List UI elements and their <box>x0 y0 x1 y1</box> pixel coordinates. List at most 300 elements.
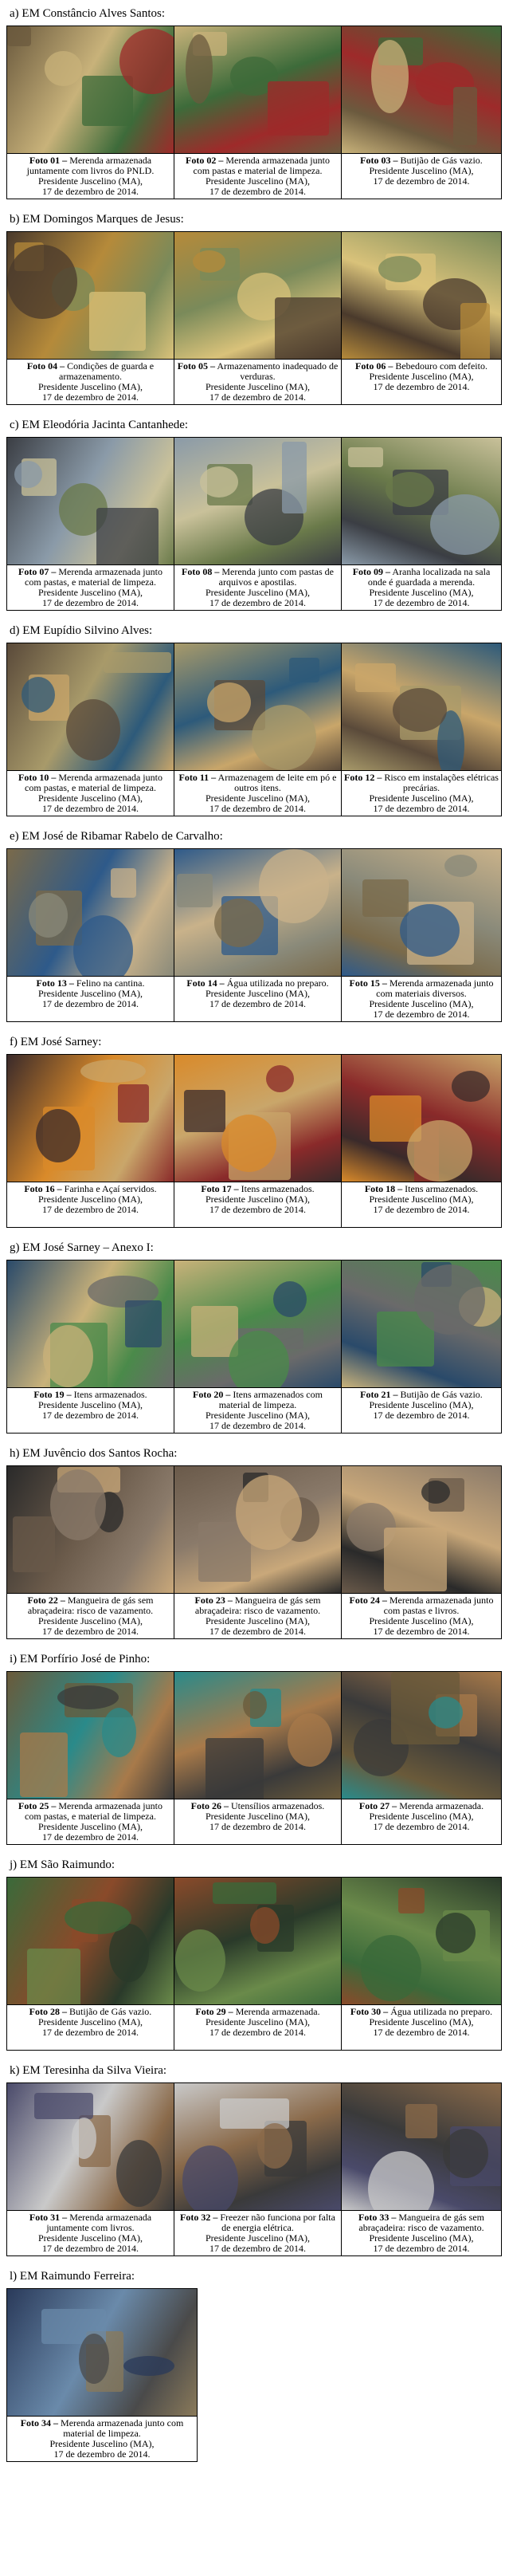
section-title: i) EM Porfírio José de Pinho: <box>10 1653 151 1666</box>
photo-location: Presidente Juscelino (MA), <box>38 1194 143 1205</box>
photo-image <box>174 849 341 977</box>
photo-date: 17 de dezembro de 2014. <box>42 998 139 1009</box>
photo-table <box>6 2082 502 2256</box>
photo-cell <box>7 1672 174 1844</box>
photo-object-shape <box>184 1090 225 1132</box>
photo-cell <box>342 1055 501 1227</box>
photo-location: Presidente Juscelino (MA), <box>206 1410 310 1421</box>
photo-caption <box>7 771 174 816</box>
photo-object-shape <box>82 76 133 126</box>
photo-date: 17 de dezembro de 2014. <box>42 1626 139 1637</box>
photo-cell <box>174 643 342 816</box>
photo-object-shape <box>13 1516 55 1572</box>
photo-image <box>7 2289 197 2417</box>
photo-number: Foto 05 – <box>177 360 216 372</box>
photo-number: Foto 26 – <box>190 1800 229 1811</box>
photo-object-shape <box>109 1924 149 1982</box>
photo-date: 17 de dezembro de 2014. <box>373 381 470 392</box>
photo-caption <box>342 1799 501 1844</box>
photo-object-shape <box>175 1929 225 1992</box>
photo-image <box>174 643 341 771</box>
caption-description <box>10 1801 171 1822</box>
section-spacer <box>6 2051 502 2063</box>
photo-object-shape <box>257 2123 292 2169</box>
photo-location: Presidente Juscelino (MA), <box>369 792 474 804</box>
photo-location: Presidente Juscelino (MA), <box>369 2232 474 2244</box>
photo-number: Foto 15 – <box>349 977 387 989</box>
photo-cell <box>174 438 342 610</box>
photo-cell <box>7 1055 174 1227</box>
photo-number: Foto 22 – <box>27 1595 65 1606</box>
photo-description: Butijão de Gás vazio. <box>400 155 483 166</box>
photo-location: Presidente Juscelino (MA), <box>206 175 310 187</box>
photo-number: Foto 01 – <box>29 155 68 166</box>
photo-number: Foto 34 – <box>20 2417 59 2429</box>
photo-description: Merenda armazenada junto com pastas e material de limpeza. <box>193 155 330 176</box>
photo-number: Foto 20 – <box>193 1389 231 1400</box>
photo-number: Foto 31 – <box>29 2212 68 2223</box>
photo-description: Merenda armazenada. <box>399 1800 484 1811</box>
photo-cell <box>7 1466 174 1638</box>
photo-date: 17 de dezembro de 2014. <box>373 175 470 187</box>
photo-description: Merenda armazenada junto com pastas e livros. <box>383 1595 494 1616</box>
photo-image <box>7 1878 174 2005</box>
photo-cell <box>174 1878 342 2050</box>
photo-caption <box>7 977 174 1021</box>
caption-description <box>10 567 171 588</box>
photo-date: 17 de dezembro de 2014. <box>42 803 139 814</box>
photo-location: Presidente Juscelino (MA), <box>206 988 310 999</box>
photo-location: Presidente Juscelino (MA), <box>38 587 143 598</box>
photo-image <box>342 232 501 360</box>
photo-table <box>6 1260 502 1434</box>
photo-description: Condições de guarda e armazenamento. <box>59 360 155 382</box>
photo-date: 17 de dezembro de 2014. <box>42 1204 139 1215</box>
photo-object-shape <box>27 1949 80 2005</box>
photo-image <box>342 643 501 771</box>
caption-description <box>177 361 339 382</box>
photo-number: Foto 19 – <box>33 1389 72 1400</box>
photo-location: Presidente Juscelino (MA), <box>206 587 310 598</box>
photo-location: Presidente Juscelino (MA), <box>369 587 474 598</box>
photo-caption <box>174 360 341 404</box>
photo-location: Presidente Juscelino (MA), <box>38 1399 143 1410</box>
school-section <box>6 1241 502 1446</box>
caption-description <box>344 773 499 793</box>
photo-description: Merenda armazenada juntamente com livros do PNLD. <box>26 155 155 176</box>
photo-description: Água utilizada no preparo. <box>226 977 329 989</box>
photo-number: Foto 25 – <box>18 1800 57 1811</box>
photo-caption <box>174 2005 341 2050</box>
photo-object-shape <box>102 1708 136 1757</box>
section-title: c) EM Eleodória Jacinta Cantanhede: <box>10 419 189 431</box>
photo-date: 17 de dezembro de 2014. <box>209 998 306 1009</box>
photo-cell <box>7 232 174 404</box>
caption-description <box>10 2212 171 2233</box>
photo-object-shape <box>221 1115 276 1172</box>
photo-object-shape <box>123 2356 174 2376</box>
photo-description: Merenda armazenada. <box>235 2006 320 2017</box>
photo-cell <box>7 26 174 199</box>
photo-number: Foto 09 – <box>352 566 391 577</box>
school-section <box>6 418 502 623</box>
photo-caption <box>342 977 501 1021</box>
photo-date: 17 de dezembro de 2014. <box>209 597 306 608</box>
photo-number: Foto 27 – <box>358 1800 397 1811</box>
photo-object-shape <box>436 1913 476 1953</box>
photo-object-shape <box>20 1732 68 1797</box>
photo-description: Merenda armazenada junto com pastas, e material de limpeza. <box>25 1800 162 1822</box>
photo-image <box>7 849 174 977</box>
photo-location: Presidente Juscelino (MA), <box>369 1399 474 1410</box>
photo-cell <box>174 2083 342 2255</box>
photo-object-shape <box>371 40 409 113</box>
photo-image <box>342 1260 501 1388</box>
photo-object-shape <box>43 1325 93 1387</box>
photo-number: Foto 28 – <box>29 2006 67 2017</box>
school-section <box>6 6 502 212</box>
photo-cell <box>7 849 174 1021</box>
photo-object-shape <box>398 1888 425 1913</box>
photo-cell <box>342 1672 501 1844</box>
photo-location: Presidente Juscelino (MA), <box>369 371 474 382</box>
photo-location: Presidente Juscelino (MA), <box>38 381 143 392</box>
photo-image <box>7 26 174 154</box>
photo-date: 17 de dezembro de 2014. <box>53 2448 151 2460</box>
photo-object-shape <box>177 874 213 907</box>
photo-object-shape <box>22 677 55 713</box>
photo-location: Presidente Juscelino (MA), <box>206 2016 310 2027</box>
photo-object-shape <box>7 26 31 46</box>
caption-description <box>344 2212 499 2233</box>
photo-date: 17 de dezembro de 2014. <box>209 1626 306 1637</box>
photo-object-shape <box>386 472 434 507</box>
photo-cell <box>7 1260 174 1433</box>
photo-cell <box>7 643 174 816</box>
photo-image <box>7 2083 174 2211</box>
section-title: a) EM Constâncio Alves Santos: <box>10 7 165 20</box>
photo-object-shape <box>80 1060 146 1083</box>
photo-location: Presidente Juscelino (MA), <box>38 1615 143 1626</box>
photo-image <box>7 438 174 565</box>
photo-object-shape <box>200 466 238 498</box>
section-spacer <box>6 611 502 623</box>
photo-table <box>6 848 502 1022</box>
photo-caption <box>174 154 341 199</box>
photo-number: Foto 29 – <box>195 2006 233 2017</box>
photo-caption <box>7 565 174 610</box>
photo-image <box>342 2083 501 2211</box>
photo-caption <box>174 977 341 1021</box>
photo-object-shape <box>118 1084 149 1123</box>
photo-caption <box>7 2005 174 2050</box>
school-section <box>6 1652 502 1858</box>
photo-description: Farinha e Açaí servidos. <box>64 1183 157 1194</box>
photo-location: Presidente Juscelino (MA), <box>206 1615 310 1626</box>
photo-image <box>342 849 501 977</box>
photo-object-shape <box>288 1713 332 1767</box>
photo-object-shape <box>378 256 421 282</box>
photo-object-shape <box>430 494 499 555</box>
photo-image <box>342 1672 501 1799</box>
photo-object-shape <box>193 250 225 273</box>
section-title: f) EM José Sarney: <box>10 1036 102 1048</box>
photo-object-shape <box>452 1071 490 1102</box>
section-spacer <box>6 2462 502 2475</box>
photo-image <box>342 26 501 154</box>
photo-object-shape <box>14 461 42 488</box>
photo-object-shape <box>79 2334 109 2384</box>
photo-caption <box>174 771 341 816</box>
photo-cell <box>174 26 342 199</box>
photo-image <box>174 1672 341 1799</box>
caption-description <box>177 1595 339 1616</box>
photo-description: Itens armazenados. <box>73 1389 147 1400</box>
section-spacer <box>6 1434 502 1446</box>
photo-number: Foto 23 – <box>194 1595 233 1606</box>
school-section <box>6 212 502 418</box>
photo-cell <box>342 26 501 199</box>
section-title: g) EM José Sarney – Anexo I: <box>10 1241 154 1254</box>
photo-object-shape <box>111 868 136 898</box>
photo-date: 17 de dezembro de 2014. <box>373 2027 470 2038</box>
photo-location: Presidente Juscelino (MA), <box>38 988 143 999</box>
photo-date: 17 de dezembro de 2014. <box>373 1821 470 1832</box>
photo-number: Foto 02 – <box>186 155 224 166</box>
photo-description: Butijão de Gás vazio. <box>400 1389 483 1400</box>
photo-description: Utensílios armazenados. <box>231 1800 325 1811</box>
photo-number: Foto 17 – <box>201 1183 239 1194</box>
photo-table <box>6 1877 502 2051</box>
photo-image <box>174 1878 341 2005</box>
photo-description: Armazenamento inadequado de verduras. <box>217 360 339 382</box>
photo-table <box>6 1671 502 1845</box>
photo-cell <box>7 1878 174 2050</box>
photo-number: Foto 07 – <box>18 566 57 577</box>
section-spacer <box>6 816 502 829</box>
photo-object-shape <box>65 1902 131 1934</box>
caption-description <box>10 155 171 176</box>
caption-description <box>177 155 339 176</box>
section-spacer <box>6 199 502 212</box>
photo-location: Presidente Juscelino (MA), <box>369 2016 474 2027</box>
photo-caption <box>7 1799 174 1844</box>
photo-caption <box>342 1594 501 1638</box>
photo-object-shape <box>96 508 159 565</box>
photo-location: Presidente Juscelino (MA), <box>38 2016 143 2027</box>
photo-object-shape <box>348 447 383 467</box>
photo-cell <box>7 438 174 610</box>
photo-caption <box>342 360 501 404</box>
photo-object-shape <box>34 2093 93 2119</box>
photo-number: Foto 11 – <box>178 772 217 783</box>
photo-description: Risco em instalações elétricas precárias. <box>384 772 499 793</box>
photo-description: Merenda armazenada junto com pastas, e material de limpeza. <box>25 566 162 588</box>
caption-description <box>177 567 339 588</box>
photo-number: Foto 24 – <box>349 1595 387 1606</box>
section-spacer <box>6 1845 502 1858</box>
section-spacer <box>6 405 502 418</box>
photo-image <box>7 1466 174 1594</box>
photo-description: Armazenagem de leite em pó e outros itens. <box>217 772 337 793</box>
photo-description: Butijão de Gás vazio. <box>69 2006 152 2017</box>
photo-caption <box>7 2417 197 2461</box>
photo-number: Foto 14 – <box>186 977 225 989</box>
photo-description: Merenda armazenada junto com pastas, e material de limpeza. <box>25 772 162 793</box>
photo-object-shape <box>57 1685 119 1709</box>
photo-caption <box>342 2005 501 2050</box>
photo-cell <box>342 1260 501 1433</box>
caption-description <box>344 567 499 588</box>
photo-location: Presidente Juscelino (MA), <box>206 2232 310 2244</box>
photo-table <box>6 437 502 611</box>
photo-caption <box>174 1182 341 1227</box>
photo-object-shape <box>355 663 396 692</box>
photo-number: Foto 21 – <box>360 1389 398 1400</box>
photo-object-shape <box>182 2145 238 2211</box>
section-spacer <box>6 1228 502 1241</box>
photo-object-shape <box>282 442 307 513</box>
photo-image <box>174 1260 341 1388</box>
photo-date: 17 de dezembro de 2014. <box>209 186 306 197</box>
photo-table <box>6 231 502 405</box>
photo-number: Foto 04 – <box>26 360 65 372</box>
photo-caption <box>174 565 341 610</box>
caption-description <box>10 2418 194 2439</box>
photo-date: 17 de dezembro de 2014. <box>373 597 470 608</box>
photo-number: Foto 06 – <box>355 360 393 372</box>
photo-object-shape <box>443 2129 488 2178</box>
photo-image <box>174 26 341 154</box>
photo-object-shape <box>66 699 120 761</box>
photo-object-shape <box>400 904 460 957</box>
photo-object-shape <box>407 1120 472 1182</box>
photo-object-shape <box>273 1281 307 1317</box>
school-section <box>6 623 502 829</box>
photo-object-shape <box>186 34 213 104</box>
photo-date: 17 de dezembro de 2014. <box>209 1204 306 1215</box>
photo-object-shape <box>368 2151 434 2211</box>
photo-image <box>342 1466 501 1594</box>
photo-cell <box>342 438 501 610</box>
photo-caption <box>342 771 501 816</box>
photo-date: 17 de dezembro de 2014. <box>373 1204 470 1215</box>
photo-description: Bebedouro com defeito. <box>395 360 487 372</box>
caption-description <box>344 978 499 999</box>
photo-cell <box>342 643 501 816</box>
photo-object-shape <box>421 1481 450 1504</box>
school-section <box>6 2063 502 2269</box>
photo-object-shape <box>206 1738 264 1799</box>
photo-object-shape <box>266 1065 294 1092</box>
photo-cell <box>342 1878 501 2050</box>
section-title: h) EM Juvêncio dos Santos Rocha: <box>10 1447 178 1460</box>
photo-object-shape <box>460 303 490 360</box>
photo-cell <box>174 1672 342 1844</box>
photo-cell <box>174 849 342 1021</box>
photo-image <box>174 438 341 565</box>
photo-cell <box>342 1466 501 1638</box>
photo-object-shape <box>29 893 68 938</box>
photo-location: Presidente Juscelino (MA), <box>206 1811 310 1822</box>
photo-caption <box>7 1388 174 1433</box>
photo-cell <box>7 2289 197 2461</box>
photo-location: Presidente Juscelino (MA), <box>206 381 310 392</box>
photo-image <box>342 438 501 565</box>
photo-cell <box>174 1055 342 1227</box>
photo-location: Presidente Juscelino (MA), <box>369 1811 474 1822</box>
photo-object-shape <box>275 297 341 360</box>
section-title: l) EM Raimundo Ferreira: <box>10 2270 135 2283</box>
photo-object-shape <box>214 899 264 947</box>
photo-location: Presidente Juscelino (MA), <box>38 2232 143 2244</box>
photo-caption <box>174 2211 341 2255</box>
photo-description: Aranha localizada na sala onde é guardada a merenda. <box>367 566 491 588</box>
section-spacer <box>6 2256 502 2269</box>
photo-caption <box>342 2211 501 2255</box>
photo-description: Itens armazenados com material de limpeza. <box>218 1389 323 1410</box>
photo-date: 17 de dezembro de 2014. <box>209 2027 306 2038</box>
photo-object-shape <box>89 292 146 351</box>
photo-caption <box>7 1594 174 1638</box>
photo-date: 17 de dezembro de 2014. <box>209 803 306 814</box>
photo-description: Felino na cantina. <box>76 977 145 989</box>
photo-number: Foto 13 – <box>36 977 74 989</box>
photo-description: Merenda armazenada juntamente com livros. <box>46 2212 152 2233</box>
photo-caption <box>7 2211 174 2255</box>
photo-location: Presidente Juscelino (MA), <box>206 792 310 804</box>
photo-object-shape <box>116 2140 162 2207</box>
photo-object-shape <box>444 855 477 877</box>
photo-location: Presidente Juscelino (MA), <box>49 2438 155 2449</box>
photo-location: Presidente Juscelino (MA), <box>206 1194 310 1205</box>
photo-date: 17 de dezembro de 2014. <box>42 1831 139 1843</box>
photo-image <box>7 1672 174 1799</box>
photo-cell <box>342 2083 501 2255</box>
section-title: e) EM José de Ribamar Rabelo de Carvalho: <box>10 830 223 843</box>
photo-date: 17 de dezembro de 2014. <box>42 186 139 197</box>
photo-object-shape <box>50 1469 106 1540</box>
photo-object-shape <box>384 1528 447 1591</box>
school-section <box>6 1858 502 2063</box>
photo-cell <box>174 1260 342 1433</box>
photo-object-shape <box>125 1300 162 1347</box>
photo-image <box>342 1055 501 1182</box>
section-title: d) EM Eupídio Silvino Alves: <box>10 624 153 637</box>
photo-table <box>6 643 502 816</box>
photo-number: Foto 10 – <box>18 772 57 783</box>
photo-date: 17 de dezembro de 2014. <box>42 2243 139 2254</box>
caption-description <box>344 1595 499 1616</box>
photo-caption <box>342 565 501 610</box>
photo-caption <box>174 1799 341 1844</box>
photo-date: 17 de dezembro de 2014. <box>209 2243 306 2254</box>
caption-description <box>177 1390 339 1410</box>
photo-location: Presidente Juscelino (MA), <box>369 1615 474 1626</box>
photo-date: 17 de dezembro de 2014. <box>373 1626 470 1637</box>
photo-description: Merenda junto com pastas de arquivos e apostilas. <box>218 566 334 588</box>
school-section <box>6 829 502 1035</box>
photo-object-shape <box>236 1475 302 1550</box>
section-title: k) EM Teresinha da Silva Vieira: <box>10 2064 167 2077</box>
photo-cell <box>7 2083 174 2255</box>
section-spacer <box>6 1639 502 1652</box>
photo-number: Foto 03 – <box>360 155 398 166</box>
photo-description: Itens armazenados. <box>405 1183 479 1194</box>
photo-object-shape <box>45 51 82 86</box>
photo-location: Presidente Juscelino (MA), <box>369 165 474 176</box>
photo-object-shape <box>361 1935 421 2001</box>
